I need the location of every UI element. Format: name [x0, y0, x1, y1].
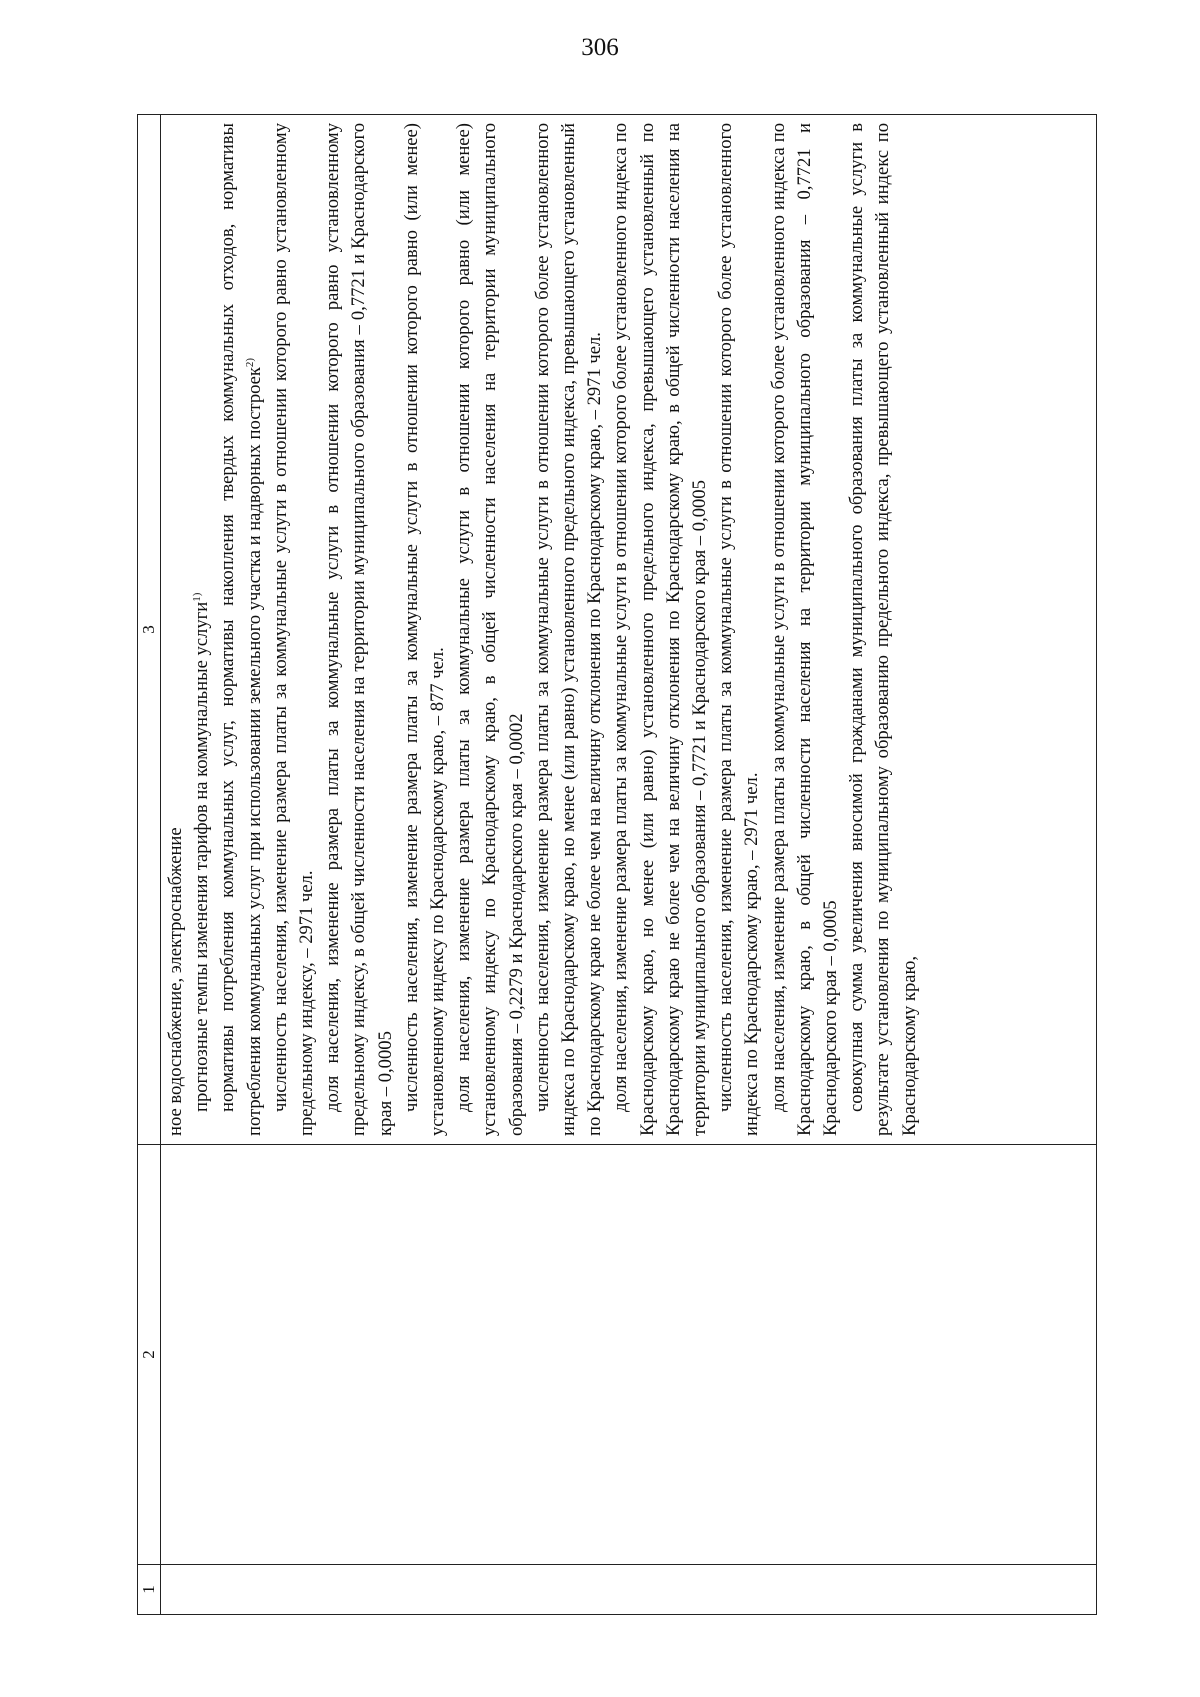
paragraph [320, 123, 399, 1136]
paragraph [608, 123, 713, 1136]
paragraph-text: численность населения, изменение размера платы за коммунальные услуги в отношении которого более установленного индекса по Краснодарскому краю, – 2971 чел. [715, 123, 763, 1136]
paragraph [163, 123, 189, 1136]
table-frame [137, 115, 1097, 1615]
paragraph [399, 123, 451, 1136]
footnote-marker: 2) [243, 357, 256, 368]
paragraph [530, 123, 609, 1136]
paragraph [766, 123, 845, 1136]
page-number: 306 [581, 34, 619, 61]
paragraph-text: нормативы потребления коммунальных услуг, нормативы накопления твердых коммунальных отходов, нормативы потребления коммунальных услуг при использовании земельного участка и надворных построек [217, 123, 265, 1136]
paragraph-text: доля населения, изменение размера платы за коммунальные услуги в отношении которого равно установленному предельному индексу, в общей численности населения на территории муниципального образования – 0,7721 и Краснодарского края – 0,0005 [322, 123, 396, 1136]
paragraph-text: доля населения, изменение размера платы за коммунальные услуги в отношении которого более установленного индекса по Краснодарскому краю, но менее (или равно) установленного предельного индекса, превышающего установленный по Краснодарскому краю не более чем на величину отклонения по Краснодарскому краю, в общей численности населения на территории муниципального образования – 0,7721 и Краснодарского края – 0,0005 [610, 123, 711, 1136]
paragraph [451, 123, 530, 1136]
header-col-1: 1 [138, 1565, 161, 1615]
paragraph-text: численность населения, изменение размера платы за коммунальные услуги в отношении которого более установленного индекса по Краснодарскому краю, но менее (или равно) установленного предельного индекса, превышающего установленный по Краснодарскому краю не более чем на величину отклонения по Краснодарскому краю, – 2971 чел. [531, 123, 606, 1136]
document-table [137, 114, 1097, 1615]
cell-body-text [161, 115, 923, 1144]
paragraph [844, 123, 923, 1136]
cell-col-3 [161, 115, 1097, 1145]
paragraph-text: ное водоснабжение, электроснабжение [165, 827, 186, 1136]
paragraph [268, 123, 320, 1136]
paragraph-text: прогнозные темпы изменения тарифов на коммунальные услуги [191, 601, 213, 1112]
header-col-2: 2 [138, 1145, 161, 1565]
rotated-table-container [137, 115, 1097, 1615]
cell-col-1 [161, 1565, 1097, 1615]
paragraph-text: численность населения, изменение размера платы за коммунальные услуги в отношении которого равно (или менее) установленному индексу по Краснодарскому краю, – 877 чел. [400, 123, 449, 1136]
paragraph [713, 123, 765, 1136]
cell-col-2 [161, 1145, 1097, 1565]
header-col-3: 3 [138, 115, 161, 1145]
paragraph-text: доля населения, изменение размера платы за коммунальные услуги в отношении которого более установленного индекса по Краснодарскому краю, в общей численности населения на территории муниципального образования – 0,7721 и Краснодарского края – 0,0005 [767, 123, 842, 1136]
paragraph-text: численность населения, изменение размера платы за коммунальные услуги в отношении которого равно установленному предельному индексу, – 2971 чел. [269, 123, 318, 1136]
paragraph [189, 123, 215, 1136]
table-row [161, 115, 1097, 1615]
paragraph-text: доля населения, изменение размера платы за коммунальные услуги в отношении которого равно (или менее) установленному индексу по Краснодарскому краю, в общей численности населения на территории муниципального образования – 0,2279 и Краснодарского края – 0,0002 [453, 123, 527, 1136]
footnote-marker: 1) [191, 592, 204, 602]
paragraph-text: совокупная сумма увеличения вносимой гражданами муниципального образования платы за коммунальные услуги в результате установления по муниципальному образованию предельного индекса, превышающего установленный индекс по Краснодарскому краю, [846, 123, 920, 1136]
table-header-row [138, 115, 161, 1615]
paragraph [215, 123, 267, 1136]
